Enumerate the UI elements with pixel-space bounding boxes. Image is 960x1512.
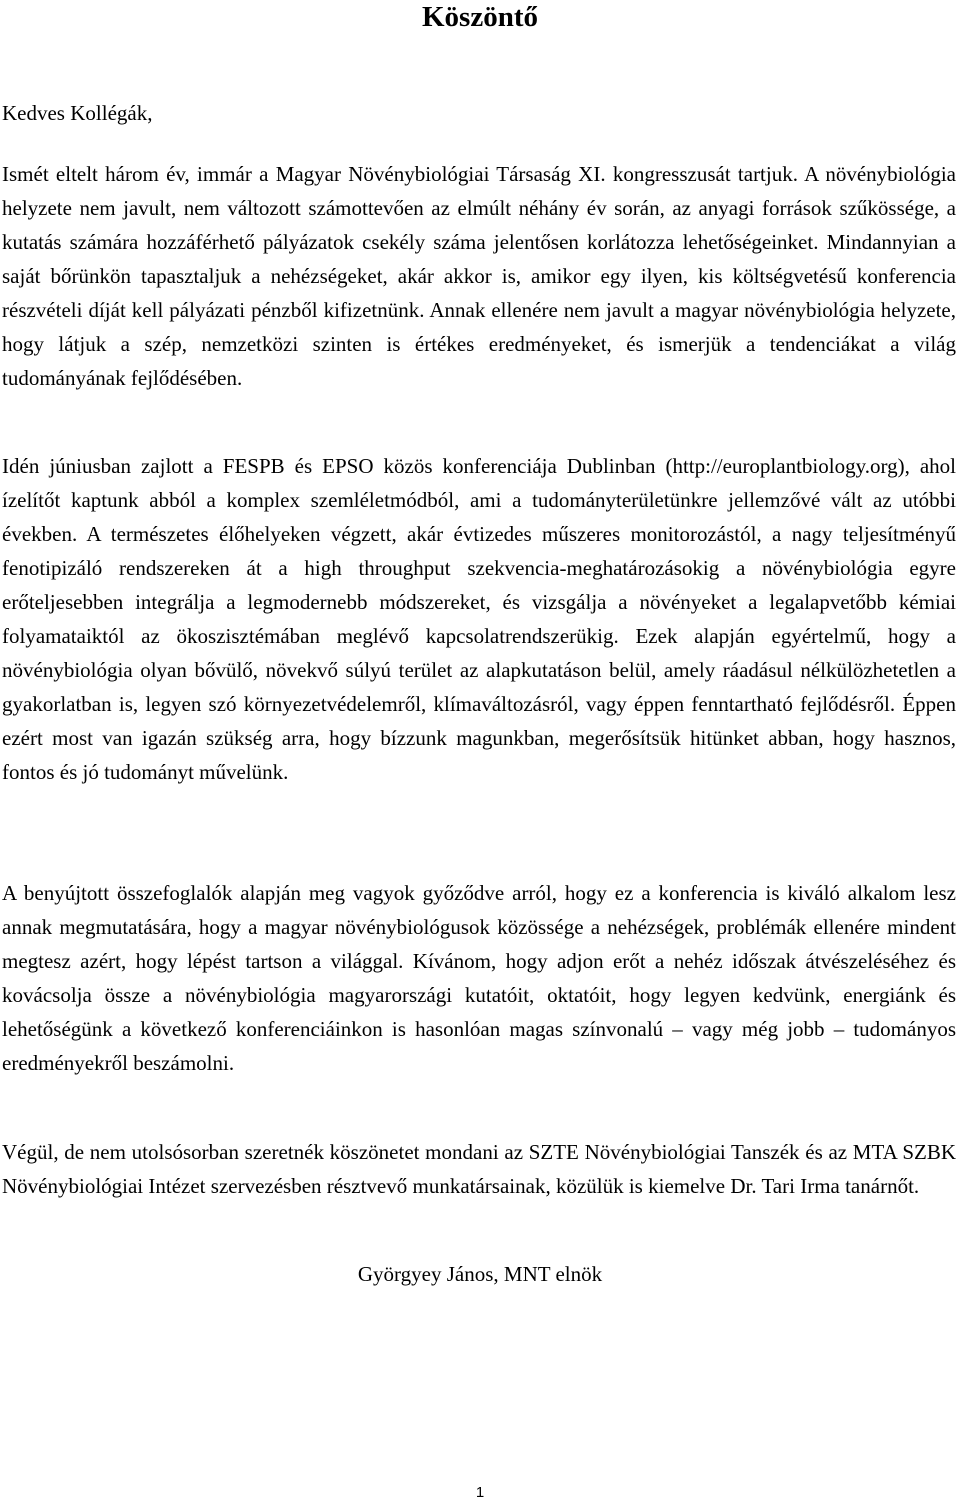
- greeting: Kedves Kollégák,: [2, 101, 153, 125]
- page-title: Köszöntő: [422, 1, 538, 33]
- paragraph-abstracts: A benyújtott összefoglalók alapján meg vagyok győződve arról, hogy ez a konferencia is kiváló alkalom lesz annak megmutatására, hogy a magyar növénybiológusok közössége a nehézségek, problémák ellenére mindent megtesz azért, hogy lépést tartson a világgal. Kívánom, hogy adjon erőt a nehéz időszak átvészeléséhez és kovácsolja össze a növénybiológia magyarországi kutatóit, oktatóit, hogy legyen kedvünk, energiánk és lehetőségünk a következő konferenciáinkon is hasonlóan magas színvonalú – vagy még jobb – tudományos eredményekről beszámolni.: [2, 881, 956, 1075]
- page-number: 1: [475, 1484, 485, 1501]
- paragraph-intro: Ismét eltelt három év, immár a Magyar Növénybiológiai Társaság XI. kongresszusát tartjuk. A növénybiológia helyzete nem javult, nem változott számottevően az elmúlt néhány év során, az anyagi források szűkössége, a kutatás számára hozzáférhető pályázatok csekély száma jelentősen korlátozza lehetőségeinket. Mindannyian a saját bőrünkön tapasztaljuk a nehézségeket, akár akkor is, amikor egy ilyen, kis költségvetésű konferencia részvételi díját kell pályázati pénzből kifizetnünk. Annak ellenére nem javult a magyar növénybiológia helyzete, hogy látjuk a szép, nemzetközi szinten is értékes eredményeket, és ismerjük a tendenciákat a világ tudományának fejlődésében.: [2, 162, 956, 390]
- signature: Györgyey János, MNT elnök: [357, 1262, 603, 1286]
- paragraph-acknowledgements: Végül, de nem utolsósorban szeretnék köszönetet mondani az SZTE Növénybiológiai Tanszék és az MTA SZBK Növénybiológiai Intézet szervezésben résztvevő munkatársainak, közülük is kiemelve Dr. Tari Irma tanárnőt.: [2, 1140, 956, 1198]
- paragraph-conference: Idén júniusban zajlott a FESPB és EPSO közös konferenciája Dublinban (http://europlantbiology.org), ahol ízelítőt kaptunk abból a komplex szemléletmódból, ami a tudományterületünkre jellemzővé vált az utóbbi években. A természetes élőhelyeken végzett, akár évtizedes műszeres monitorozástól, a nagy teljesítményű fenotipizáló rendszereken át a high throughput szekvencia-meghatározásokig a növénybiológia egyre erőteljesebben integrálja a legmodernebb módszereket, és vizsgálja a növényeket a legalapvetőbb kémiai folyamataiktól az ökoszisztémában meglévő kapcsolatrendszerükig. Ezek alapján egyértelmű, hogy a növénybiológia olyan bővülő, növekvő súlyú terület az alapkutatáson belül, amely ráadásul nélkülözhetetlen a gyakorlatban is, legyen szó környezetvédelemről, klímaváltozásról, vagy éppen fenntartható fejlődésről. Éppen ezért most van igazán szükség arra, hogy bízzunk magunkban, megerősítsük hitünket abban, hogy hasznos, fontos és jó tudományt művelünk.: [2, 454, 956, 784]
